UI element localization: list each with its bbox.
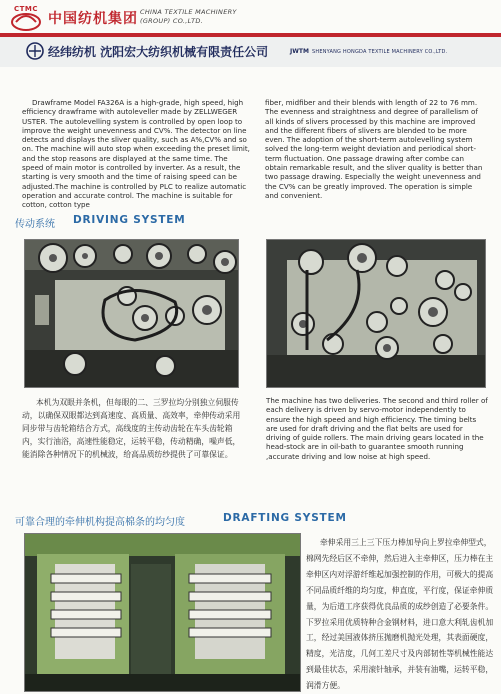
group-name-en-line1: CHINA TEXTILE MACHINERY [140, 8, 237, 16]
group-name-cn: 中国纺机集团 [48, 11, 138, 27]
company-name-en: SHENYANG HONGDA TEXTILE MACHINERY CO.,LTD. [312, 49, 448, 55]
logo-text: CTMC [13, 5, 38, 13]
intro-left-paragraph: Drawframe Model FA326A is a high-grade, high speed, high efficiency drawframe with autoleveller made by ZELLWEGER USTER. The autolevelling system is controlled by open loop to improve the weight unevenness and CV%. The detector on line detects and displays the sliver quality, such as A%,CV% and so on. The machine will auto stop when exceeding the preset limit, and the stop reasons are displayed at the same time. The speed of main motor is controlled by inverter. As a result, the starting is very smooth and the time of raising speed can be adjusted.The machine is controlled by PLC to realize automatic operation and accurate control. The machine is suitable for cotton, cotton type [22, 98, 250, 210]
drafting-system-photo [24, 533, 301, 692]
driving-title-cn: 传动系统 [15, 219, 55, 230]
driving-text-en: The machine has two deliveries. The second and third roller of each delivery is driven by servo-motor independently to ensure the high speed and high efficiency. The timing belts are used for draft driving and the flat belts are used for driving of guide rollers. The main driving gears located in the head-stock are in oil-bath to guarantee smooth running ,accurate driving and low noise at high speed. [266, 396, 488, 461]
driving-system-photo-left [24, 239, 239, 388]
drafting-title-en: DRAFTING SYSTEM [223, 512, 347, 524]
company-name-cn: 经纬纺机 沈阳宏大纺织机械有限责任公司 [48, 45, 269, 59]
group-name-en-line2: (GROUP) CO.,LTD. [140, 17, 204, 25]
company-mark: JWTM [290, 48, 309, 55]
drafting-title-cn: 可靠合理的牵伸机构提高棉条的均匀度 [15, 517, 185, 528]
jwtm-logo [26, 42, 44, 60]
drafting-text-cn: 牵伸采用三上三下压力棒加导向上罗拉牵伸型式，棉网先经后区不牵伸，然后进入主牵伸区，压力棒在主牵伸区内对浮游纤维起加强控制的作用，可极大的提高不同品质纤维的均匀度，伸直度，平行度，保证牵伸质量，为后道工序获得优良品质的成纱创造了必要条件。下罗拉采用优质特种合金钢材料，进口意大利轧齿机加工，经过美国液体挤压抛磨机抛光处理，其表面硬度，精度，光洁度，几何工差尺寸及内部韧性等机械性能达到最佳状态，采用滚针轴承，并装有油嘴，运转平稳，润滑方便。 [306, 538, 494, 691]
driving-text-cn: 本机为双眼并条机，但每眼的二、三罗拉均分别独立伺服传动，以确保双眼都达到高速度、高质量、高效率，牵伸传动采用同步带与齿轮箱结合方式，高线度的主传动齿轮在车头齿轮箱内，实行油浴，高速性能稳定，运转平稳，传动精确，噪声低，能消除各种情况下的机械波，给高品质纺纱提供了可靠保证。 [22, 398, 241, 460]
driving-system-photo-right [266, 239, 486, 388]
ctmc-logo [8, 6, 44, 32]
driving-title-en: DRIVING SYSTEM [73, 214, 186, 226]
intro-right-paragraph: fiber, midfiber and their blends with length of 22 to 76 mm. The evenness and straightness and degree of parallelism of all kinds of slivers processed by this machine are improved and the different fibers of slivers are blended to be more even. The adoption of the short-term autolevelling system solved the long-term weight deviation and periodical short-term fluctuation. One passage drawing after combe can obtain remarkable result, and the sliver quality is better than two passage drawing. Especially the weight unevenness and the CV% can be greatly improved. The operation is simple and convenient. [265, 98, 483, 200]
